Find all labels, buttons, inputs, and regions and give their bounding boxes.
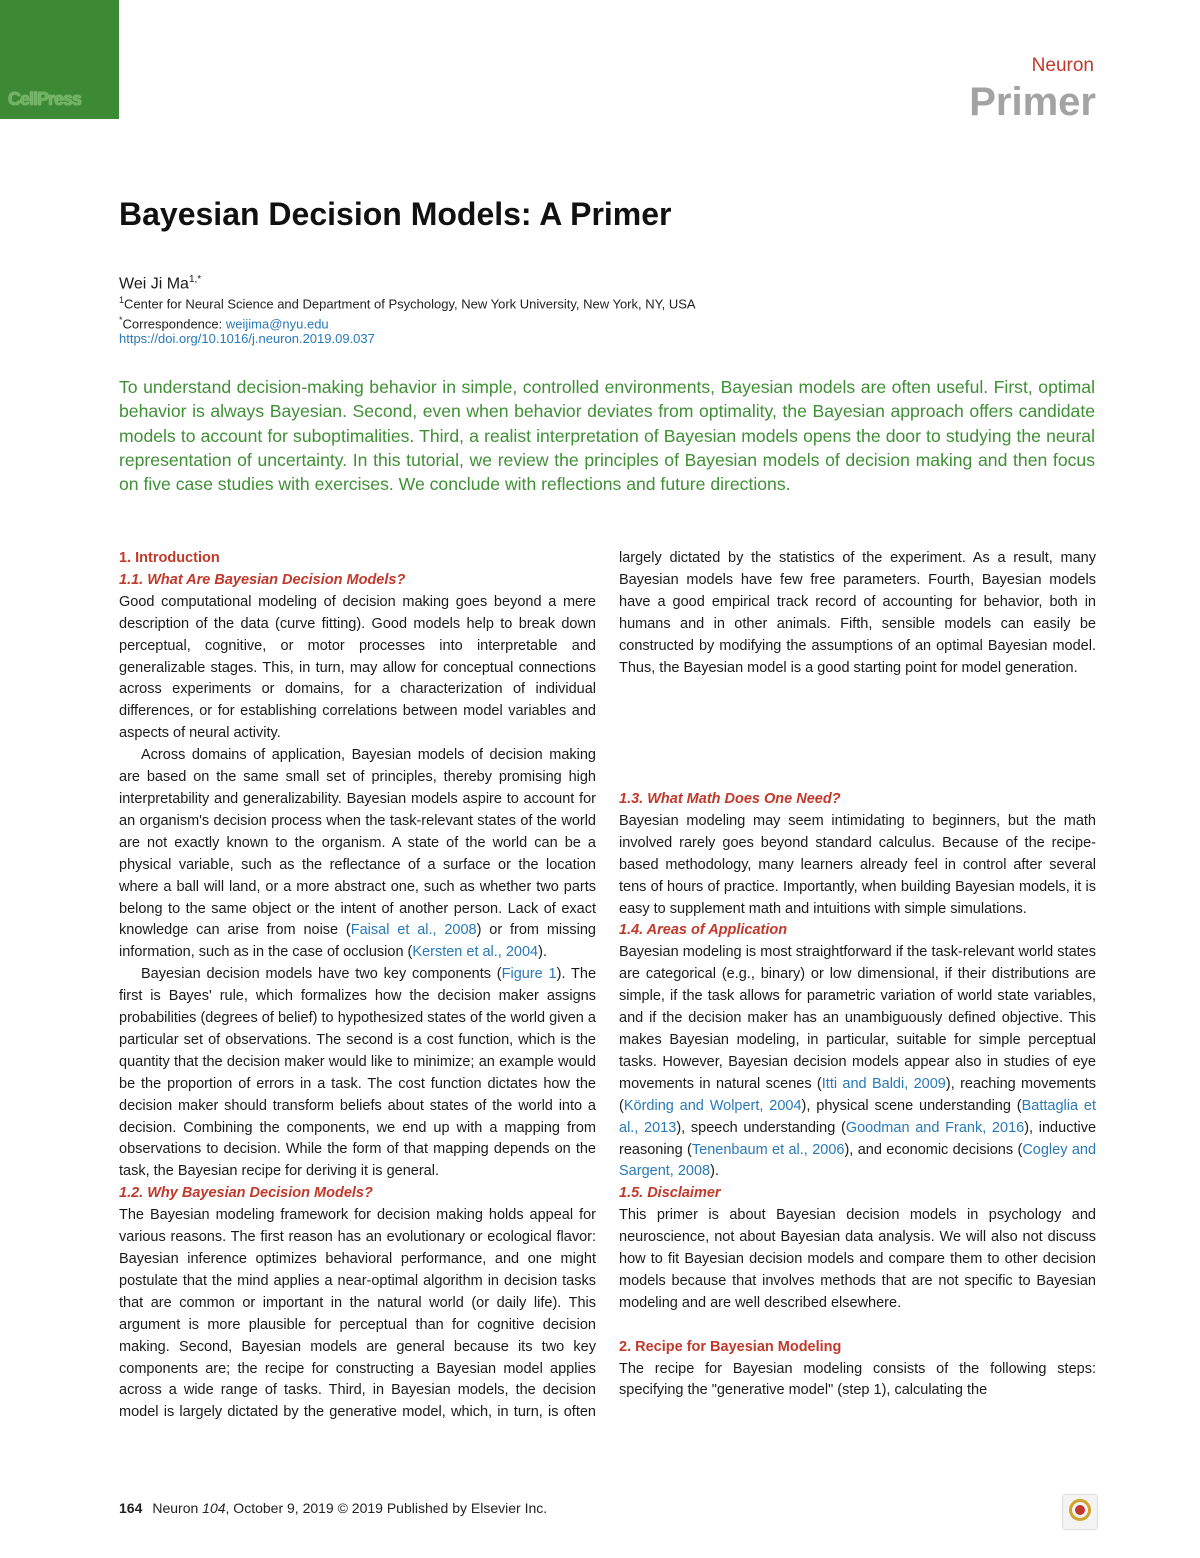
correspondence-label: Correspondence: — [122, 316, 226, 332]
citation-tenenbaum[interactable]: Tenenbaum et al., 2006 — [691, 1141, 845, 1158]
citation-itti[interactable]: Itti and Baldi, 2009 — [821, 1075, 946, 1092]
paragraph-3: Bayesian decision models have two key components (Figure 1). The first is Bayes' rule, which formalizes how the decision maker assigns probabilities (degrees of belief) to hypothesized states of the world given a particular set of observations. The second is a cost function, which is the quantity that the decision maker would like to minimize; an example would be the proportion of errors in a task. The cost function dictates how the decision maker should transform beliefs about states of the world into a decision. Combining the components, we end up with a mapping from observations to decision. While the form of that mapping depends on the task, the Bayesian recipe for deriving it is general. — [119, 966, 597, 1180]
page-footer — [119, 1500, 547, 1516]
affiliation-superscript: 1 — [119, 295, 125, 305]
left-column — [119, 548, 596, 1424]
footer-volume: 104 — [202, 1500, 226, 1516]
abstract: To understand decision-making behavior in simple, controlled environments, Bayesian models are often useful. First, optimal behavior is always Bayesian. Second, even when behavior deviates from optimality, the Bayesian approach offers candidate models to account for suboptimalities. Third, a realist interpretation of Bayesian models opens the door to studying the neural representation of uncertainty. In this tutorial, we review the principles of Bayesian models of decision making and then focus on five case studies with exercises. We conclude with reflections and future directions. — [119, 377, 1095, 495]
paragraph-5: Bayesian modeling may seem intimidating to beginners, but the math involved rarely goes beyond standard calculus. Because of the recipe-based methodology, many learners already feel in control after several tens of hours of practice. Importantly, when building Bayesian models, it is easy to supplement math and intuitions with simple simulations. — [619, 812, 1096, 917]
check-for-updates-icon[interactable] — [1062, 1494, 1098, 1530]
paragraph-4-continued: largely dictated by the statistics of the experiment. As a result, many Bayesian models have few free parameters. Fourth, Bayesian models have a good empirical track record of accounting for behavior, both in humans and in other animals. Fifth, sensible models can easily be constructed by modifying the assumptions of an optimal Bayesian model. Thus, the Bayesian model is a good starting point for model generation. — [619, 550, 1096, 676]
figure-1-link[interactable]: Figure 1 — [501, 966, 557, 983]
footer-citation: , October 9, 2019 © 2019 Published by Elsevier Inc. — [225, 1500, 548, 1516]
section-1-5-heading: 1.5. Disclaimer — [619, 1185, 721, 1202]
paragraph-1: Good computational modeling of decision making goes beyond a mere description of the data (curve fitting). Good models help to break down perceptual, cognitive, or motor processes into interpretable and generalizable stages. This, in turn, may allow for conceptual connections across experiments or domains, for a characterization of individual differences, or for establishing correlations between model variables and aspects of neural activity. — [119, 593, 596, 742]
article-type: Primer — [969, 80, 1096, 124]
paragraph-6: Bayesian modeling is most straightforward if the task-relevant world states are categorical (e.g., binary) or low dimensional, if their distributions are simple, if the task allows for parametric variation of world state variables, and if the decision maker has an unambiguously defined objective. This makes Bayesian modeling, in particular, suitable for simple perceptual tasks. However, Bayesian decision models appear also in studies of eye movements in natural scenes (Itti and Baldi, 2009), reaching movements (Körding and Wolpert, 2004), physical scene understanding (Battaglia et al., 2013), speech understanding (Goodman and Frank, 2016), inductive reasoning (Tenenbaum et al., 2006), and economic decisions (Cogley and Sargent, 2008). — [619, 944, 1097, 1180]
paragraph-8: The recipe for Bayesian modeling consists of the following steps: specifying the "generative model" (step 1), calculating the — [619, 1360, 1096, 1399]
affiliation — [119, 291, 696, 313]
section-1-heading: 1. Introduction — [119, 550, 220, 566]
cellpress-logo-block — [0, 0, 119, 119]
correspondence-superscript: * — [119, 315, 123, 325]
section-1-1-heading: 1.1. What Are Bayesian Decision Models? — [119, 571, 406, 588]
citation-faisal[interactable]: Faisal et al., 2008 — [350, 922, 477, 939]
footer-journal: Neuron — [152, 1500, 203, 1516]
paragraph-4: The Bayesian modeling framework for decision making holds appeal for various reasons. The first reason has an evolutionary or ecological flavor: Bayesian inference optimizes behavioral performance, and one might postulate that the mind applies a near-optimal algorithm in decision tasks that are common or important in the natural world (or daily life). This argument is more plausible for perceptual than for cognitive decision making. Second, Bayesian models are general because its two key components are; the recipe for constructing a Bayesian model applies across a wide range of tasks. Third, in Bayesian models, the decision model is largely dictated by the generative model, which, in turn, is often — [119, 1207, 596, 1421]
cellpress-logo: CellPress — [8, 89, 82, 109]
check-dot — [1075, 1505, 1085, 1515]
paragraph-7: This primer is about Bayesian decision models in psychology and neuroscience, not about Bayesian data analysis. We will also not discuss how to fit Bayesian decision models and compare them to other decision models because that involves methods that are not specific to Bayesian modeling and are well described elsewhere. — [619, 1207, 1096, 1311]
citation-battaglia[interactable]: Battaglia et al., 2013 — [619, 1097, 1096, 1136]
doi-link[interactable]: https://doi.org/10.1016/j.neuron.2019.09.037 — [119, 331, 375, 346]
page-number: 164 — [119, 1500, 143, 1516]
right-column — [619, 548, 1096, 1402]
citation-kording[interactable]: Körding and Wolpert, 2004 — [623, 1097, 802, 1114]
journal-name: Neuron — [1031, 55, 1094, 76]
section-1-4-heading: 1.4. Areas of Application — [619, 922, 788, 939]
section-1-3-heading: 1.3. What Math Does One Need? — [619, 791, 841, 807]
doi-line — [119, 330, 375, 348]
section-2-heading: 2. Recipe for Bayesian Modeling — [619, 1338, 842, 1355]
paragraph-2: Across domains of application, Bayesian models of decision making are based on the same small set of principles, thereby promising high interpretability and generalizability. Bayesian models aspire to account for an organism's decision process when the task-relevant states of the world are not exactly known to the organism. A state of the world can be a physical variable, such as the reflectance of a surface or the location where a ball will land, or a more abstract one, such as whether two parts belong to the same object or the intent of another person. Lack of exact knowledge can arise from noise (Faisal et al., 2008) or from missing information, such as in the case of occlusion (Kersten et al., 2004). — [119, 747, 596, 961]
citation-cogley[interactable]: Cogley and Sargent, 2008 — [619, 1141, 1097, 1180]
email-link[interactable]: weijima@nyu.edu — [225, 316, 329, 332]
section-1-2-heading: 1.2. Why Bayesian Decision Models? — [119, 1185, 373, 1202]
author-name: Wei Ji Ma — [119, 275, 189, 293]
author-superscript: 1,* — [188, 274, 202, 285]
article-title: Bayesian Decision Models: A Primer — [119, 196, 672, 232]
citation-goodman[interactable]: Goodman and Frank, 2016 — [845, 1119, 1025, 1136]
citation-kersten[interactable]: Kersten et al., 2004 — [412, 944, 539, 961]
affiliation-text: Center for Neural Science and Department of Psychology, New York University, New York, NY, USA — [124, 296, 696, 312]
